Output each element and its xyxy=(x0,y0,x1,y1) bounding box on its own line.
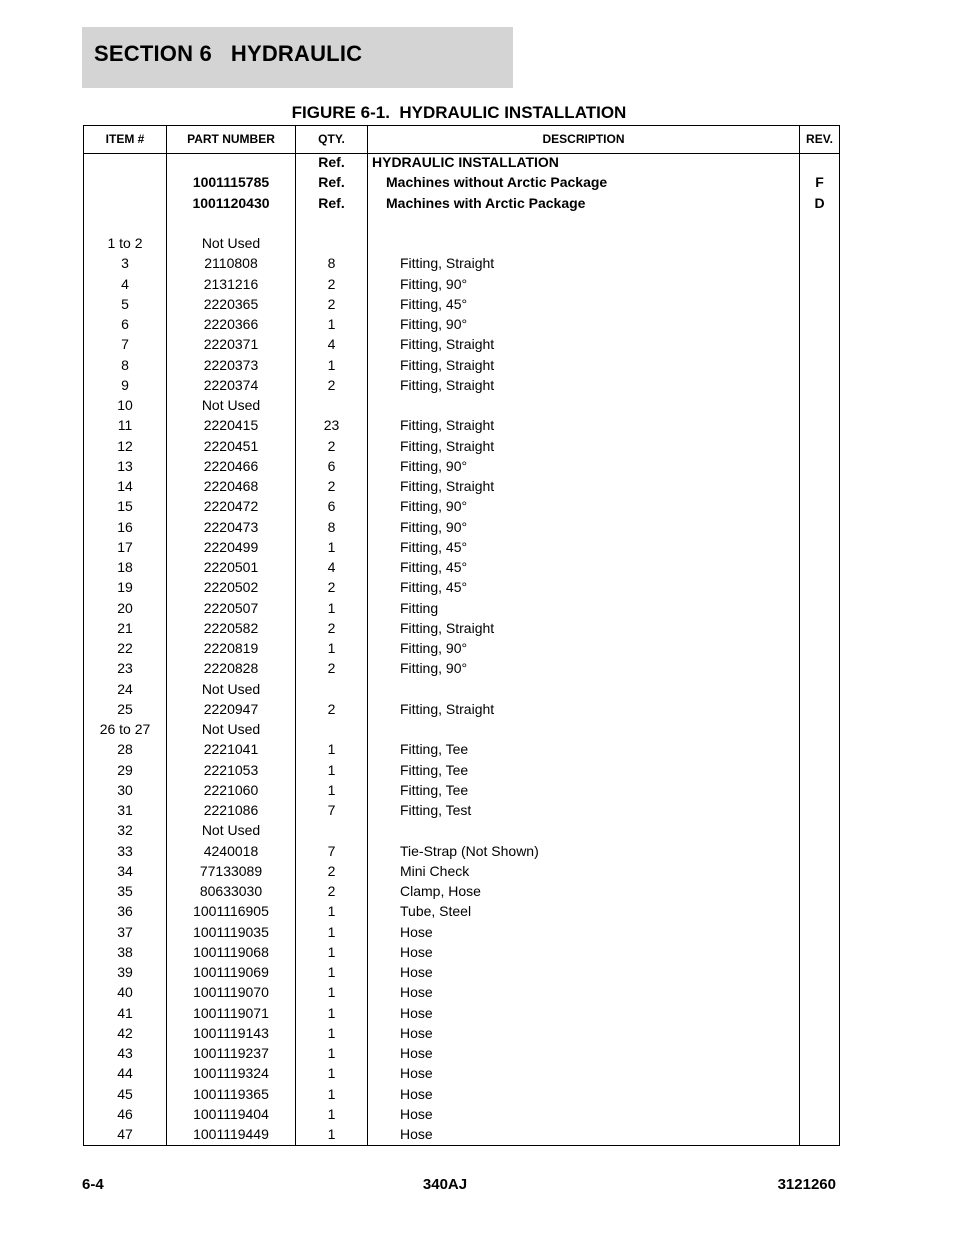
table-row xyxy=(84,476,839,496)
description-cell: Machines with Arctic Package xyxy=(386,194,586,211)
table-row xyxy=(84,355,839,375)
table-row xyxy=(84,233,839,253)
part-number-cell: 80633030 xyxy=(199,883,263,899)
header-qty: QTY. xyxy=(318,132,345,146)
qty-cell: 1 xyxy=(327,984,336,1001)
item-cell: 9 xyxy=(121,376,129,393)
qty-cell: 1 xyxy=(327,964,336,980)
part-number-cell: 2220373 xyxy=(203,356,259,373)
description-cell: Fitting, Straight xyxy=(400,255,495,272)
header-part-number: PART NUMBER xyxy=(187,132,275,146)
part-number-cell: 1001116905 xyxy=(193,903,269,920)
part-number-cell: 2110808 xyxy=(204,255,258,272)
header-item: ITEM # xyxy=(105,132,145,146)
table-row xyxy=(84,537,839,557)
table-row xyxy=(84,719,839,739)
part-number-cell: 2131216 xyxy=(203,275,259,292)
part-number-cell: Not Used xyxy=(201,822,261,839)
description-cell: Fitting, 45° xyxy=(400,538,468,555)
description-cell: Hose xyxy=(400,943,433,960)
description-cell: Fitting, Straight xyxy=(400,356,495,373)
qty-cell: 7 xyxy=(327,842,336,859)
item-cell: 37 xyxy=(117,923,133,940)
item-cell: 6 xyxy=(121,316,129,332)
qty-cell: 7 xyxy=(327,802,336,818)
item-cell: 24 xyxy=(117,680,133,697)
section-title: SECTION 6 HYDRAULIC xyxy=(94,41,363,66)
description-cell: Fitting, Tee xyxy=(400,781,469,798)
description-cell: Fitting, Straight xyxy=(400,619,495,636)
item-cell: 32 xyxy=(117,822,133,839)
item-cell: 3 xyxy=(121,255,129,272)
part-number-cell: 2220371 xyxy=(203,336,259,353)
description-cell: Hose xyxy=(400,923,433,940)
qty-cell: 8 xyxy=(327,255,336,272)
item-cell: 40 xyxy=(117,984,133,1001)
part-number-cell: 1001119237 xyxy=(193,1045,269,1061)
description-cell: Hose xyxy=(400,1065,433,1082)
description-cell: Fitting, 90° xyxy=(400,660,468,677)
figure-title: FIGURE 6-1. HYDRAULIC INSTALLATION xyxy=(291,103,627,122)
table-row xyxy=(84,496,839,516)
qty-cell: 2 xyxy=(327,275,336,292)
table-body xyxy=(84,152,839,1144)
table-row xyxy=(84,922,839,942)
part-number-cell: 1001120430 xyxy=(192,194,270,211)
table-row xyxy=(84,1023,839,1043)
qty-cell: 1 xyxy=(327,943,336,960)
table-row xyxy=(84,800,839,820)
description-cell: Fitting xyxy=(400,599,439,616)
description-cell: HYDRAULIC INSTALLATION xyxy=(372,154,559,170)
part-number-cell: 2220947 xyxy=(203,700,259,717)
part-number-cell: 1001119069 xyxy=(193,964,269,980)
table-row xyxy=(84,982,839,1002)
item-cell: 46 xyxy=(117,1105,133,1122)
qty-cell: 2 xyxy=(327,883,336,899)
qty-cell: 2 xyxy=(327,862,336,879)
parts-table xyxy=(83,125,840,1146)
table-row xyxy=(84,334,839,354)
qty-cell: 1 xyxy=(327,1126,336,1142)
description-cell: Clamp, Hose xyxy=(400,883,481,899)
table-row xyxy=(84,294,839,314)
description-cell: Hose xyxy=(400,1045,433,1061)
table-row xyxy=(84,577,839,597)
part-number-cell: 2220499 xyxy=(203,538,259,555)
item-cell: 30 xyxy=(117,781,133,798)
part-number-cell: Not Used xyxy=(201,721,261,737)
item-cell: 4 xyxy=(121,275,129,292)
qty-cell: Ref. xyxy=(318,174,345,191)
item-cell: 36 xyxy=(117,903,133,920)
item-cell: 45 xyxy=(117,1085,133,1102)
item-cell: 29 xyxy=(117,761,133,778)
footer-model: 340AJ xyxy=(422,1176,468,1193)
qty-cell: 6 xyxy=(327,457,336,474)
description-cell: Fitting, 90° xyxy=(400,275,468,292)
table-row xyxy=(84,517,839,537)
part-number-cell: 1001115785 xyxy=(192,174,270,191)
description-cell: Fitting, 45° xyxy=(400,579,468,596)
table-row xyxy=(84,557,839,577)
qty-cell: 8 xyxy=(327,518,336,535)
qty-cell: Ref. xyxy=(318,194,345,211)
part-number-cell: 2220415 xyxy=(203,417,259,434)
item-cell: 43 xyxy=(117,1045,133,1061)
part-number-cell: Not Used xyxy=(201,397,261,413)
table-row xyxy=(84,638,839,658)
table-row xyxy=(84,172,839,192)
table-row xyxy=(84,699,839,719)
table-row xyxy=(84,1124,839,1144)
description-cell: Tie-Strap (Not Shown) xyxy=(400,842,539,859)
description-cell: Hose xyxy=(400,1004,433,1021)
part-number-cell: 1001119365 xyxy=(193,1085,269,1102)
qty-cell: Ref. xyxy=(318,154,345,170)
part-number-cell: 77133089 xyxy=(199,862,263,879)
table-row xyxy=(84,213,839,233)
table-row xyxy=(84,820,839,840)
part-number-cell: 1001119143 xyxy=(193,1024,269,1041)
description-cell: Hose xyxy=(400,1085,433,1102)
part-number-cell: 2220828 xyxy=(203,660,259,677)
item-cell: 14 xyxy=(117,478,133,494)
table-row xyxy=(84,942,839,962)
qty-cell: 23 xyxy=(323,417,340,434)
item-cell: 23 xyxy=(117,660,133,677)
qty-cell: 1 xyxy=(327,640,336,656)
description-cell: Hose xyxy=(400,1126,433,1142)
qty-cell: 4 xyxy=(327,559,336,575)
part-number-cell: 2220468 xyxy=(203,478,259,494)
part-number-cell: 2220451 xyxy=(203,437,259,454)
description-cell: Hose xyxy=(400,964,433,980)
rev-cell: F xyxy=(815,174,824,191)
part-number-cell: 4240018 xyxy=(203,842,259,859)
description-cell: Fitting, Straight xyxy=(400,478,495,494)
table-row xyxy=(84,193,839,213)
part-number-cell: 2220473 xyxy=(203,518,259,535)
part-number-cell: 1001119068 xyxy=(193,943,269,960)
description-cell: Machines without Arctic Package xyxy=(386,174,608,191)
item-cell: 47 xyxy=(117,1126,133,1142)
table-row xyxy=(84,841,839,861)
description-cell: Hose xyxy=(400,984,433,1001)
qty-cell: 2 xyxy=(327,660,336,677)
item-cell: 20 xyxy=(117,599,133,616)
part-number-cell: 2220507 xyxy=(203,599,259,616)
table-row xyxy=(84,679,839,699)
item-cell: 19 xyxy=(117,579,133,596)
table-row xyxy=(84,1043,839,1063)
table-row xyxy=(84,658,839,678)
item-cell: 26 to 27 xyxy=(99,721,151,737)
description-cell: Fitting, Straight xyxy=(400,437,495,454)
description-cell: Fitting, 45° xyxy=(400,559,468,575)
item-cell: 25 xyxy=(117,700,133,717)
qty-cell: 1 xyxy=(327,538,336,555)
table-row xyxy=(84,314,839,334)
table-row xyxy=(84,1104,839,1124)
header-description: DESCRIPTION xyxy=(542,132,625,146)
table-row xyxy=(84,253,839,273)
item-cell: 33 xyxy=(117,842,133,859)
item-cell: 42 xyxy=(117,1024,133,1041)
qty-cell: 1 xyxy=(327,1105,336,1122)
qty-cell: 1 xyxy=(327,781,336,798)
part-number-cell: 1001119449 xyxy=(193,1126,269,1142)
description-cell: Fitting, Straight xyxy=(400,336,495,353)
part-number-cell: Not Used xyxy=(201,680,261,697)
part-number-cell: 2220582 xyxy=(203,619,259,636)
description-cell: Mini Check xyxy=(400,862,470,879)
item-cell: 1 to 2 xyxy=(107,235,143,251)
qty-cell: 1 xyxy=(327,741,336,758)
table-row xyxy=(84,901,839,921)
item-cell: 31 xyxy=(117,802,133,818)
description-cell: Fitting, 90° xyxy=(400,498,468,515)
header-rev: REV. xyxy=(806,132,833,146)
qty-cell: 1 xyxy=(327,1024,336,1041)
description-cell: Fitting, Straight xyxy=(400,417,495,434)
section-banner xyxy=(82,27,513,88)
qty-cell: 1 xyxy=(327,923,336,940)
table-row xyxy=(84,152,839,172)
qty-cell: 1 xyxy=(327,599,336,616)
qty-cell: 6 xyxy=(327,498,336,515)
qty-cell: 1 xyxy=(327,761,336,778)
description-cell: Tube, Steel xyxy=(400,903,472,920)
qty-cell: 2 xyxy=(327,700,336,717)
part-number-cell: 2220466 xyxy=(203,457,259,474)
table-row xyxy=(84,436,839,456)
qty-cell: 1 xyxy=(327,903,336,920)
part-number-cell: 2221086 xyxy=(203,802,259,818)
item-cell: 5 xyxy=(121,295,129,312)
part-number-cell: 1001119035 xyxy=(193,923,269,940)
item-cell: 10 xyxy=(117,397,133,413)
description-cell: Fitting, 90° xyxy=(400,457,468,474)
item-cell: 34 xyxy=(117,862,133,879)
qty-cell: 2 xyxy=(327,376,336,393)
part-number-cell: 1001119404 xyxy=(193,1105,269,1122)
part-number-cell: 2220502 xyxy=(203,579,259,596)
part-number-cell: 2221060 xyxy=(203,781,259,798)
part-number-cell: 2220374 xyxy=(203,376,259,393)
table-row xyxy=(84,415,839,435)
description-cell: Fitting, Tee xyxy=(400,761,469,778)
table-row xyxy=(84,861,839,881)
item-cell: 8 xyxy=(121,356,129,373)
table-row xyxy=(84,375,839,395)
item-cell: 22 xyxy=(117,640,133,656)
description-cell: Hose xyxy=(400,1105,433,1122)
item-cell: 17 xyxy=(117,538,133,555)
table-row xyxy=(84,1003,839,1023)
item-cell: 38 xyxy=(117,943,133,960)
part-number-cell: 1001119071 xyxy=(193,1004,269,1021)
item-cell: 41 xyxy=(117,1004,133,1021)
table-row xyxy=(84,395,839,415)
part-number-cell: 2220472 xyxy=(203,498,259,515)
table-row xyxy=(84,1063,839,1083)
description-cell: Fitting, Test xyxy=(400,802,472,818)
table-row xyxy=(84,962,839,982)
table-row xyxy=(84,881,839,901)
item-cell: 39 xyxy=(117,964,133,980)
qty-cell: 4 xyxy=(327,336,336,353)
qty-cell: 2 xyxy=(327,478,336,494)
item-cell: 21 xyxy=(117,619,133,636)
table-row xyxy=(84,1084,839,1104)
qty-cell: 2 xyxy=(327,619,336,636)
item-cell: 44 xyxy=(117,1065,133,1082)
qty-cell: 1 xyxy=(327,1004,336,1021)
item-cell: 12 xyxy=(117,437,133,454)
qty-cell: 1 xyxy=(327,1045,336,1061)
table-row xyxy=(84,780,839,800)
item-cell: 18 xyxy=(117,559,133,575)
part-number-cell: 2220365 xyxy=(203,295,259,312)
table-row xyxy=(84,274,839,294)
item-cell: 16 xyxy=(117,518,133,535)
part-number-cell: 1001119070 xyxy=(193,984,269,1001)
description-cell: Fitting, 45° xyxy=(400,295,468,312)
qty-cell: 2 xyxy=(327,579,336,596)
table-row xyxy=(84,739,839,759)
description-cell: Fitting, Tee xyxy=(400,741,469,758)
part-number-cell: 1001119324 xyxy=(193,1065,269,1082)
item-cell: 28 xyxy=(117,741,133,758)
table-row xyxy=(84,760,839,780)
table-row xyxy=(84,598,839,618)
item-cell: 35 xyxy=(117,883,133,899)
rev-cell: D xyxy=(814,194,825,211)
part-number-cell: 2221053 xyxy=(203,761,259,778)
description-cell: Hose xyxy=(400,1024,433,1041)
part-number-cell: 2220819 xyxy=(203,640,259,656)
qty-cell: 2 xyxy=(327,437,336,454)
part-number-cell: 2220501 xyxy=(203,559,259,575)
description-cell: Fitting, Straight xyxy=(400,376,495,393)
part-number-cell: 2221041 xyxy=(203,741,259,758)
part-number-cell: 2220366 xyxy=(203,316,259,332)
footer-doc-number: 3121260 xyxy=(777,1176,836,1193)
description-cell: Fitting, 90° xyxy=(400,518,468,535)
qty-cell: 1 xyxy=(327,356,336,373)
qty-cell: 2 xyxy=(327,295,336,312)
footer-page-number: 6-4 xyxy=(82,1176,104,1193)
item-cell: 11 xyxy=(117,417,133,434)
description-cell: Fitting, 90° xyxy=(400,316,468,332)
table-row xyxy=(84,456,839,476)
item-cell: 7 xyxy=(121,336,129,353)
description-cell: Fitting, Straight xyxy=(400,700,495,717)
qty-cell: 1 xyxy=(327,1065,336,1082)
qty-cell: 1 xyxy=(327,316,336,332)
qty-cell: 1 xyxy=(327,1085,336,1102)
part-number-cell: Not Used xyxy=(201,235,261,251)
item-cell: 13 xyxy=(117,457,133,474)
description-cell: Fitting, 90° xyxy=(400,640,468,656)
item-cell: 15 xyxy=(117,498,133,515)
table-row xyxy=(84,618,839,638)
